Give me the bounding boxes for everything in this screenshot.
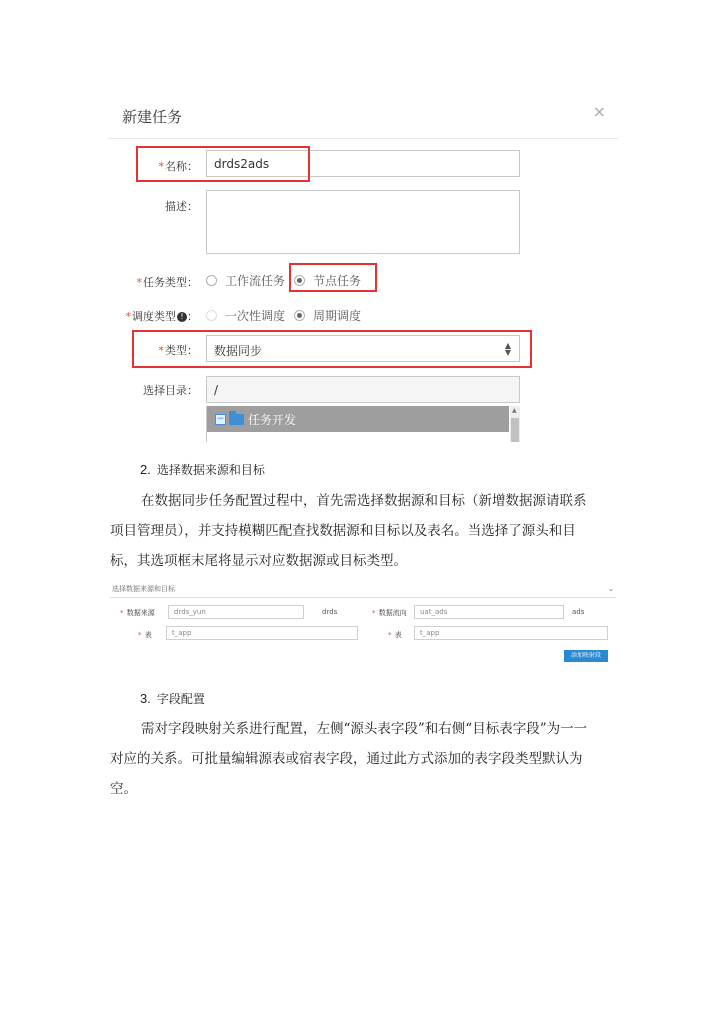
panel-header [110,582,616,598]
required-mark: * [136,276,142,289]
desc-label: 描述： [165,200,198,213]
collapse-icon[interactable]: − [216,413,225,424]
target-table-input[interactable]: t_app [414,626,608,640]
para-line: 对应的关系。可批量编辑源表或宿表字段，通过此方式添加的表字段类型默认为 [110,751,583,767]
target-table-label [388,630,402,640]
schedule-type-label [122,308,198,324]
tree-item-label: 任务开发 [248,412,297,427]
dir-label: 选择目录： [143,384,198,397]
section-3-heading [140,690,205,707]
section-2-paragraph [110,486,616,576]
scroll-up-icon[interactable]: ▲ [512,407,517,414]
radio-workflow-label: 工作流任务 [225,274,286,288]
task-type-label-text: 任务类型： [143,276,198,289]
required-mark: * [125,310,131,323]
highlight-node-task [289,263,377,292]
panel-header-title: 选择数据来源和目标 [112,585,175,593]
select-arrows-icon: ▲ ▼ [504,341,511,357]
target-table-label-text: 表 [394,631,402,639]
task-type-label [122,274,198,290]
required-mark: * [158,344,164,357]
target-label [372,608,407,618]
required-mark: * [138,631,142,639]
schedule-type-colon: ： [187,310,198,323]
section-3-paragraph [110,714,616,804]
folder-icon [229,414,244,425]
source-table-input[interactable]: t_app [166,626,358,640]
tree-item-task-dev[interactable] [207,406,509,432]
source-label [120,608,155,618]
tree-scrollbar[interactable] [510,406,520,442]
target-input[interactable]: uat_ads [414,605,564,619]
highlight-type [132,330,532,368]
schedule-type-label-text: 调度类型 [132,310,176,323]
required-mark: * [388,631,392,639]
type-label-text: 类型： [165,344,198,357]
dialog-divider [108,138,618,139]
source-input[interactable]: drds_yun [168,605,304,619]
radio-node-label: 节点任务 [313,274,362,288]
source-target-panel [110,582,616,666]
scroll-thumb[interactable] [511,418,519,442]
desc-textarea[interactable] [206,190,520,254]
para-line: 需对字段映射关系进行配置，左侧“源头表字段”和右侧“目标表字段”为一一 [141,721,588,737]
source-table-label [138,630,152,640]
dialog-title: 新建任务 [122,108,183,126]
type-select-value: 数据同步 [214,344,263,358]
highlight-name [136,146,310,182]
para-line: 空。 [110,781,137,797]
radio-circle [206,275,217,286]
target-label-text: 数据流向 [378,609,407,617]
section-2-title: 选择数据来源和目标 [156,463,265,477]
radio-circle-checked [294,310,305,321]
section-2-number: 2. [140,462,151,477]
name-input[interactable]: drds2ads [206,150,520,177]
new-task-dialog [108,92,618,442]
radio-workflow-task[interactable] [206,272,285,289]
radio-periodic-label: 周期调度 [313,309,362,323]
dir-input[interactable]: / [206,376,520,403]
para-line: 标，其选项框末尾将显示对应数据源或目标类型。 [110,553,407,569]
required-mark: * [372,609,376,617]
radio-circle [206,310,217,321]
required-mark: * [158,160,164,173]
source-label-text: 数据来源 [126,609,155,617]
add-mapping-button[interactable]: 添加映射段 [564,650,608,662]
directory-tree [206,406,520,442]
para-line: 在数据同步任务配置过程中，首先需选择数据源和目标（新增数据源请联系 [141,493,587,509]
source-type: drds [322,608,338,616]
para-line: 项目管理员），并支持模糊匹配查找数据源和目标以及表名。当选择了源头和目 [110,523,576,539]
required-mark: * [120,609,124,617]
radio-once-schedule[interactable] [206,307,285,324]
close-icon[interactable]: × [592,102,606,121]
target-type: ads [572,608,585,616]
section-3-title: 字段配置 [156,692,205,706]
info-icon[interactable]: ! [177,312,187,322]
section-3-number: 3. [140,691,151,706]
section-2-heading [140,461,265,478]
chevron-down-icon[interactable]: ⌄ [608,585,614,593]
radio-once-label: 一次性调度 [225,309,286,323]
source-table-label-text: 表 [144,631,152,639]
name-label-text: 名称： [165,160,198,173]
radio-periodic-schedule[interactable] [294,307,361,324]
